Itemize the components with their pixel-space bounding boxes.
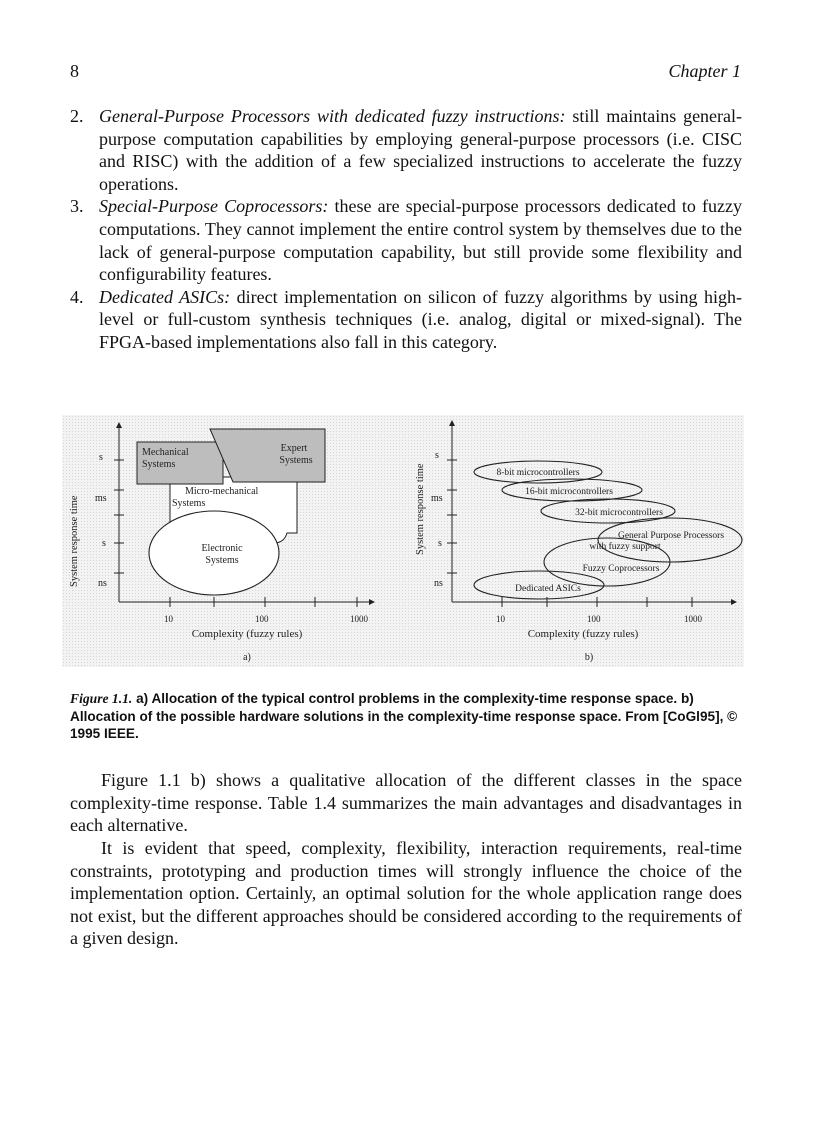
expert-systems-label: Systems (279, 455, 313, 466)
panel-a-ytick: s (99, 452, 103, 463)
list-item-number: 2. (70, 106, 84, 126)
panel-b-sublabel: b) (584, 652, 594, 663)
list-item (70, 105, 742, 195)
implementation-options-list (70, 105, 742, 354)
figure-diagram (62, 415, 744, 667)
panel-a (69, 425, 372, 663)
gpp-fuzzy-support-label: General Purpose Processors (617, 531, 725, 541)
body-paragraph: It is evident that speed, complexity, flexibility, interaction requirements, real-time constraints, prototyping and production times will strongly influence the choice of the implementation option. Certainly, an optimal solution for the whole application range does not exist, but the different approaches should be considered according to the requirements of a given design. (70, 838, 742, 949)
panel-b-x-label: Complexity (fuzzy rules) (527, 628, 639, 640)
panel-b-ytick: ms (431, 493, 443, 504)
list-item-term: Special-Purpose Coprocessors: (99, 196, 329, 217)
dedicated-asics-label: Dedicated ASICs (515, 584, 581, 594)
panel-a-ytick: ms (95, 493, 107, 504)
list-item-text: direct implementation on silicon of fuzzy algorithms by using high-level or full-custom synthesis techniques (i.e. analog, digital or mixed-signal). The FPGA-based implementations also fall in this category. (99, 286, 743, 352)
panel-b-y-label: System response time (415, 463, 426, 555)
32bit-microcontrollers-label: 32-bit microcontrollers (575, 508, 663, 518)
figure-caption-text: a) Allocation of the typical control problems in the complexity-time response space. b) Allocation of the possible hardware solutions in the complexity-time response space. From [CoGl95], © 1995 IEEE. (70, 691, 738, 741)
list-item-number: 3. (70, 196, 84, 217)
list-item-number: 4. (70, 286, 84, 307)
micro-mechanical-label: Micro-mechanical (185, 486, 259, 497)
panel-b (415, 423, 742, 663)
panel-a-x-label: Complexity (fuzzy rules) (191, 628, 303, 640)
list-item (70, 195, 742, 285)
list-item-text: these are special-purpose processors dedicated to fuzzy computations. They cannot implement the entire control system by themselves due to the lack of general-purpose computation capability, but still provide some flexibility and configurability features. (99, 196, 743, 285)
expert-systems-label: Expert (280, 443, 308, 454)
mechanical-systems-label: Systems (142, 459, 176, 470)
panel-b-xtick: 1000 (684, 614, 702, 624)
list-item-text: still maintains general-purpose computation capabilities by employing general-purpose processors (i.e. CISC and RISC) with the addition of a few specialized instructions to accelerate the fuzzy operations. (99, 106, 743, 194)
panel-a-ytick: s (102, 538, 106, 549)
16bit-microcontrollers-label: 16-bit microcontrollers (525, 487, 613, 497)
list-item-term: Dedicated ASICs: (99, 286, 231, 307)
page-number: 8 (70, 61, 79, 81)
fuzzy-coprocessors-label: Fuzzy Coprocessors (582, 564, 660, 574)
panel-a-y-label: System response time (69, 495, 80, 587)
gpp-fuzzy-support-label: with fuzzy support (589, 542, 661, 552)
figure-1-1 (62, 415, 744, 667)
panel-a-xtick: 1000 (350, 614, 368, 624)
list-item (70, 286, 742, 354)
electronic-systems-label: Electronic (201, 543, 243, 554)
electronic-systems-label: Systems (205, 555, 239, 566)
figure-caption (70, 690, 745, 743)
8bit-microcontrollers-label: 8-bit microcontrollers (496, 468, 580, 478)
panel-b-xtick: 10 (496, 614, 505, 624)
chapter-header: Chapter 1 (668, 61, 741, 81)
panel-a-sublabel: a) (243, 652, 251, 663)
panel-a-ytick: ns (98, 578, 107, 589)
mechanical-systems-label: Mechanical (142, 447, 189, 458)
panel-b-ytick: ns (434, 578, 443, 589)
panel-a-xtick: 100 (255, 614, 269, 624)
list-item-term: General-Purpose Processors with dedicated fuzzy instructions: (99, 106, 566, 126)
panel-a-xtick: 10 (164, 614, 173, 624)
panel-b-ytick: s (438, 538, 442, 549)
panel-b-xtick: 100 (587, 614, 601, 624)
panel-b-ytick: s (435, 450, 439, 461)
micro-mechanical-label: Systems (172, 498, 206, 509)
body-paragraph: Figure 1.1 b) shows a qualitative allocation of the different classes in the space complexity-time response. Table 1.4 summarizes the main advantages and disadvantages in each alternative. (70, 770, 742, 836)
figure-caption-label: Figure 1.1. (70, 691, 133, 706)
